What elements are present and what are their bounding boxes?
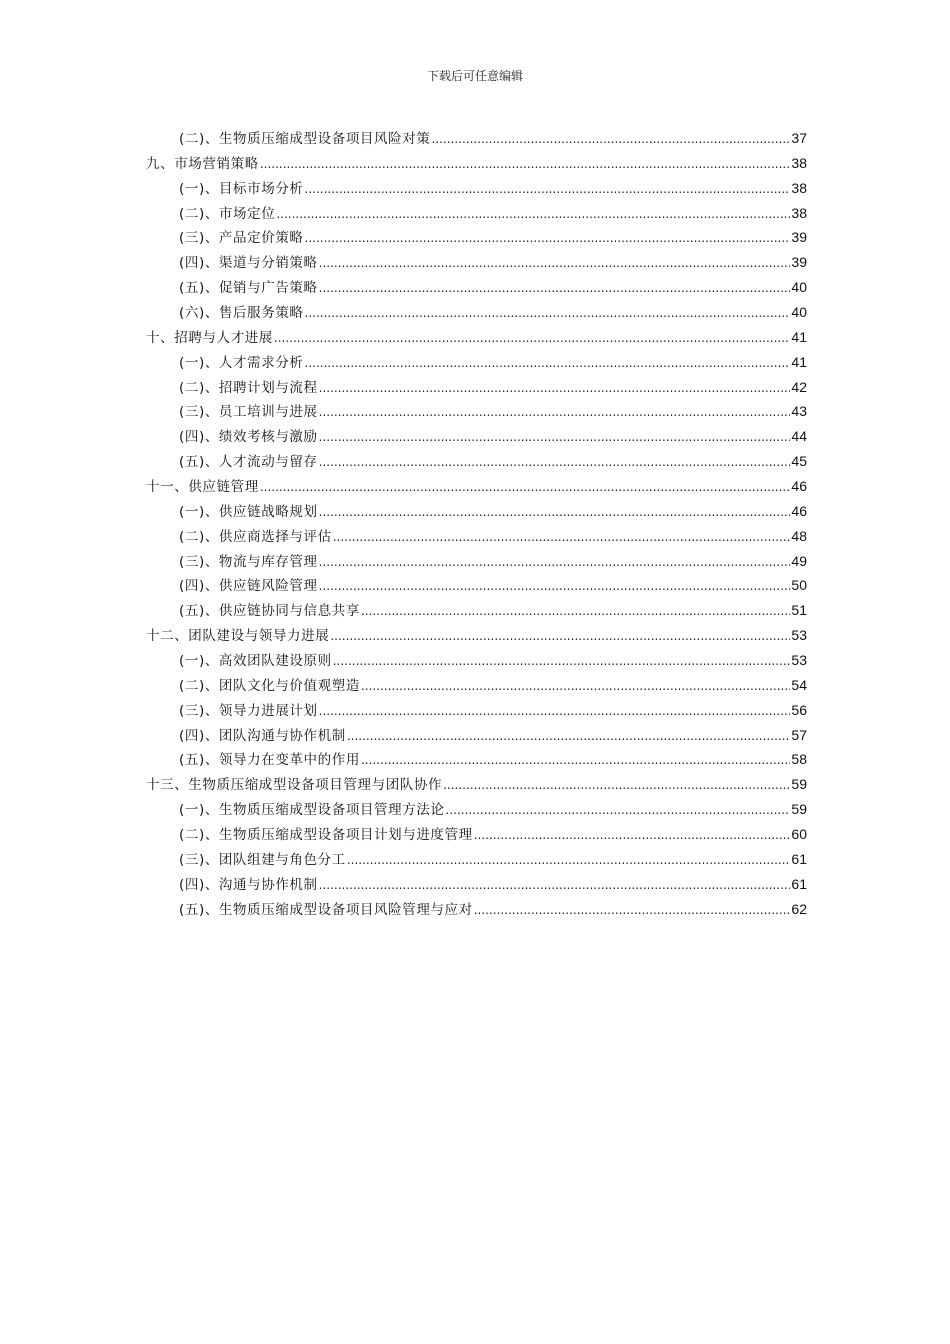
toc-section-entry[interactable]: [146, 126, 807, 151]
toc-dot-leader: [305, 226, 791, 251]
toc-entry-page-number: 40: [791, 304, 807, 321]
toc-entry-title: 十三、生物质压缩成型设备项目管理与团队协作: [146, 777, 443, 794]
toc-section-entry[interactable]: [146, 747, 807, 772]
toc-entry-title: (三)、物流与库存管理: [179, 553, 318, 570]
toc-section-entry[interactable]: [146, 424, 807, 449]
toc-dot-leader: [474, 898, 791, 923]
toc-section-entry[interactable]: [146, 897, 807, 922]
toc-section-entry[interactable]: [146, 673, 807, 698]
toc-section-entry[interactable]: [146, 275, 807, 300]
toc-entry-page-number: 56: [791, 701, 807, 718]
toc-entry-title: (二)、招聘计划与流程: [179, 379, 318, 396]
toc-entry-page-number: 38: [791, 204, 807, 221]
toc-section-entry[interactable]: [146, 449, 807, 474]
toc-section-entry[interactable]: [146, 225, 807, 250]
toc-entry-page-number: 46: [791, 478, 807, 495]
toc-chapter-entry[interactable]: [146, 772, 807, 797]
toc-section-entry[interactable]: [146, 872, 807, 897]
toc-section-entry[interactable]: [146, 375, 807, 400]
toc-entry-title: (五)、领导力在变革中的作用: [179, 752, 360, 769]
toc-entry-title: (四)、供应链风险管理: [179, 578, 318, 595]
toc-entry-title: 九、市场营销策略: [146, 155, 259, 172]
toc-entry-page-number: 61: [791, 875, 807, 892]
toc-entry-title: (四)、沟通与协作机制: [179, 876, 318, 893]
toc-dot-leader: [260, 152, 791, 177]
toc-entry-page-number: 38: [791, 154, 807, 171]
toc-section-entry[interactable]: [146, 598, 807, 623]
toc-entry-title: (二)、生物质压缩成型设备项目风险对策: [179, 131, 431, 147]
toc-dot-leader: [319, 550, 791, 575]
toc-dot-leader: [347, 848, 791, 873]
toc-entry-page-number: 43: [791, 403, 807, 420]
toc-entry-page-number: 54: [791, 676, 807, 693]
table-of-contents: [146, 126, 807, 922]
toc-entry-page-number: 58: [791, 751, 807, 768]
toc-entry-page-number: 57: [791, 726, 807, 743]
toc-dot-leader: [330, 624, 790, 649]
toc-entry-title: (五)、促销与广告策略: [179, 280, 318, 297]
toc-entry-page-number: 38: [791, 179, 807, 196]
toc-entry-page-number: 53: [791, 652, 807, 669]
toc-entry-title: 十一、供应链管理: [146, 479, 259, 496]
page-header: 下载后可任意编辑: [426, 69, 523, 83]
toc-dot-leader: [431, 127, 790, 152]
toc-entry-page-number: 48: [791, 527, 807, 544]
toc-dot-leader: [443, 773, 790, 798]
toc-section-entry[interactable]: [146, 698, 807, 723]
toc-entry-title: (二)、市场定位: [179, 205, 276, 222]
toc-dot-leader: [319, 450, 791, 475]
toc-chapter-entry[interactable]: [146, 474, 807, 499]
toc-dot-leader: [319, 574, 791, 599]
toc-section-entry[interactable]: [146, 797, 807, 822]
toc-dot-leader: [474, 823, 791, 848]
toc-entry-title: (三)、团队组建与角色分工: [179, 851, 346, 868]
toc-dot-leader: [260, 475, 791, 500]
toc-section-entry[interactable]: [146, 176, 807, 201]
toc-entry-title: (三)、产品定价策略: [179, 230, 304, 247]
toc-section-entry[interactable]: [146, 201, 807, 226]
toc-section-entry[interactable]: [146, 573, 807, 598]
toc-entry-page-number: 59: [791, 801, 807, 818]
toc-dot-leader: [347, 724, 791, 749]
toc-section-entry[interactable]: [146, 350, 807, 375]
toc-dot-leader: [333, 649, 791, 674]
toc-entry-title: (六)、售后服务策略: [179, 305, 304, 322]
toc-dot-leader: [319, 699, 791, 724]
toc-entry-title: (五)、人才流动与留存: [179, 454, 318, 471]
toc-dot-leader: [319, 873, 791, 898]
toc-entry-title: (一)、供应链战略规划: [179, 503, 318, 520]
toc-entry-page-number: 50: [791, 577, 807, 594]
toc-entry-page-number: 60: [791, 826, 807, 843]
toc-dot-leader: [319, 425, 791, 450]
toc-section-entry[interactable]: [146, 499, 807, 524]
toc-chapter-entry[interactable]: [146, 325, 807, 350]
toc-entry-title: 十、招聘与人才进展: [146, 329, 273, 346]
toc-section-entry[interactable]: [146, 847, 807, 872]
toc-chapter-entry[interactable]: [146, 623, 807, 648]
toc-entry-page-number: 45: [791, 453, 807, 470]
toc-entry-page-number: 53: [791, 627, 807, 644]
toc-entry-title: 十二、团队建设与领导力进展: [146, 628, 330, 645]
toc-entry-title: (一)、高效团队建设原则: [179, 653, 332, 670]
toc-dot-leader: [319, 251, 791, 276]
toc-entry-title: (三)、领导力进展计划: [179, 702, 318, 719]
toc-entry-title: (五)、生物质压缩成型设备项目风险管理与应对: [179, 901, 473, 918]
toc-entry-title: (二)、生物质压缩成型设备项目计划与进度管理: [179, 827, 473, 844]
toc-section-entry[interactable]: [146, 399, 807, 424]
toc-dot-leader: [305, 351, 791, 376]
toc-entry-title: (五)、供应链协同与信息共享: [179, 603, 360, 620]
toc-dot-leader: [319, 400, 791, 425]
toc-dot-leader: [319, 500, 791, 525]
toc-dot-leader: [319, 276, 791, 301]
toc-entry-page-number: 46: [791, 502, 807, 519]
toc-section-entry[interactable]: [146, 723, 807, 748]
toc-entry-page-number: 39: [791, 229, 807, 246]
toc-entry-page-number: 61: [791, 850, 807, 867]
toc-dot-leader: [305, 301, 791, 326]
toc-entry-page-number: 39: [791, 254, 807, 271]
toc-entry-page-number: 42: [791, 378, 807, 395]
toc-dot-leader: [274, 326, 791, 351]
toc-entry-page-number: 41: [791, 328, 807, 345]
toc-section-entry[interactable]: [146, 250, 807, 275]
toc-dot-leader: [361, 599, 790, 624]
toc-dot-leader: [276, 202, 790, 227]
toc-entry-title: (二)、团队文化与价值观塑造: [179, 677, 360, 694]
toc-dot-leader: [361, 748, 790, 773]
toc-entry-page-number: 41: [791, 353, 807, 370]
toc-dot-leader: [305, 177, 791, 202]
toc-entry-page-number: 59: [791, 776, 807, 793]
toc-dot-leader: [361, 674, 790, 699]
toc-entry-page-number: 62: [791, 900, 807, 917]
toc-entry-page-number: 44: [791, 428, 807, 445]
toc-entry-title: (一)、人才需求分析: [179, 354, 304, 371]
toc-entry-page-number: 40: [791, 279, 807, 296]
toc-section-entry[interactable]: [146, 524, 807, 549]
toc-section-entry[interactable]: [146, 300, 807, 325]
toc-dot-leader: [319, 376, 791, 401]
toc-entry-title: (三)、员工培训与进展: [179, 404, 318, 421]
toc-entry-title: (四)、团队沟通与协作机制: [179, 727, 346, 744]
toc-entry-page-number: 37: [791, 130, 807, 146]
toc-entry-title: (二)、供应商选择与评估: [179, 528, 332, 545]
toc-dot-leader: [446, 798, 791, 823]
toc-section-entry[interactable]: [146, 822, 807, 847]
toc-chapter-entry[interactable]: [146, 151, 807, 176]
toc-entry-title: (四)、渠道与分销策略: [179, 255, 318, 272]
toc-entry-title: (四)、绩效考核与激励: [179, 429, 318, 446]
toc-dot-leader: [333, 525, 791, 550]
toc-entry-title: (一)、目标市场分析: [179, 180, 304, 197]
toc-section-entry[interactable]: [146, 549, 807, 574]
toc-entry-page-number: 51: [791, 602, 807, 619]
toc-entry-page-number: 49: [791, 552, 807, 569]
toc-entry-title: (一)、生物质压缩成型设备项目管理方法论: [179, 802, 445, 819]
toc-section-entry[interactable]: [146, 648, 807, 673]
